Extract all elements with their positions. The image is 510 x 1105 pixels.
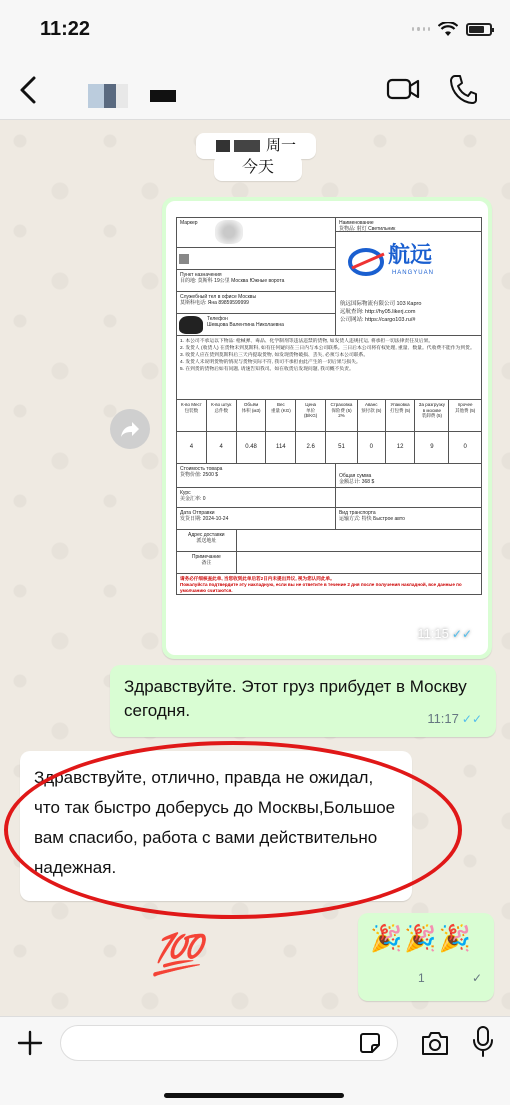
- image-message-bubble[interactable]: [162, 197, 492, 659]
- notice-line: 1. 本公司不承运以下物品: 枪械弹、毒品、化学制剂等违法违禁的货物, 如发货人违规托运, 将承担一切法律责任及后果。: [180, 339, 434, 344]
- fee-header-text: 装卸费 (5): [421, 413, 442, 419]
- outgoing-message-text: Здравствуйте. Этот груз прибудет в Москву сегодня.: [124, 677, 467, 720]
- image-message-time: [417, 626, 472, 641]
- battery-icon: [466, 23, 492, 36]
- fee-header-text: К-во штук: [211, 402, 232, 407]
- fee-header-cell: [177, 400, 207, 431]
- waybill-table: [176, 217, 482, 595]
- rate-value: 美金汇率: 0: [180, 496, 206, 503]
- home-indicator: [164, 1093, 344, 1098]
- redacted-block: [234, 140, 260, 152]
- back-arrow-icon[interactable]: [14, 72, 44, 108]
- address-value: 派送地址: [196, 538, 217, 545]
- fee-header-cell: [266, 400, 296, 431]
- fee-value-cell: 4: [207, 432, 237, 463]
- company-brand: 航远: [387, 243, 432, 268]
- camera-icon[interactable]: [420, 1029, 450, 1057]
- office-phone-value: 莫斯科电话: Яна 89859599999: [180, 300, 249, 307]
- signal-dots-icon: [412, 27, 430, 33]
- status-icons: [412, 22, 492, 37]
- outgoing-time-text: 11:17: [427, 711, 459, 726]
- footer-cn: 请务必仔细核查此单, 当您收到此单后若2日内未提出异议, 视为您认同此单。: [180, 576, 335, 581]
- incoming-message-bubble[interactable]: [20, 751, 412, 901]
- outgoing-message-time: [427, 707, 482, 731]
- date-weekday-text: 周一: [265, 137, 296, 154]
- fee-value-cell: 2.6: [296, 432, 326, 463]
- wifi-icon: [438, 22, 458, 37]
- sent-check-icon: ✓: [471, 971, 482, 985]
- fee-value-cell: 9: [415, 432, 449, 463]
- date-chip-today: 今天: [214, 155, 302, 181]
- read-ticks-icon: ✓✓: [451, 627, 472, 641]
- company-name: 航远国际物流有限公司 103 Карго: [339, 301, 422, 307]
- fee-header-text: Аванс: [364, 402, 378, 407]
- fee-header-cell: [415, 400, 449, 431]
- notice-line: 5. 在到货的货物后如有问题, 请速告知我司。如在收货后发现问题, 我司概不负责。: [180, 367, 354, 372]
- fee-header-cell: [358, 400, 386, 431]
- waybill-left-column: [177, 218, 336, 335]
- fee-value-cell: 4: [177, 432, 207, 463]
- redacted-blur: [179, 254, 189, 264]
- label-total: Общая сумма: [338, 473, 372, 479]
- label-phone: Телефон: [207, 316, 228, 322]
- company-site-2: 公司网站: https://cargo103.ru/#: [339, 317, 416, 323]
- fee-header-cell: [386, 400, 416, 431]
- date-value: 发货日期: 2024-10-24: [180, 516, 229, 523]
- fee-header-text: 打包费 (5): [389, 407, 411, 413]
- fee-header-text: Упаковка: [390, 402, 410, 407]
- waybill-document-image[interactable]: [166, 201, 488, 655]
- phone-call-icon[interactable]: [448, 72, 478, 106]
- microphone-icon[interactable]: [472, 1025, 494, 1059]
- fee-header-text: прочее: [457, 402, 473, 407]
- label-marker: Маркер: [180, 220, 198, 226]
- waybill-fee-values: [177, 432, 481, 464]
- read-ticks-icon: ✓✓: [461, 712, 482, 726]
- video-call-icon[interactable]: [386, 74, 420, 104]
- fee-value-cell: 51: [326, 432, 358, 463]
- fee-header-text: 重量 (KG): [270, 407, 291, 413]
- fee-header-text: Цена: [305, 402, 317, 407]
- fee-header-text: 包装数: [184, 407, 199, 413]
- fee-value-cell: 0.48: [237, 432, 267, 463]
- total-value: 金额总计: 368 $: [338, 479, 375, 486]
- waybill-fee-headers: [177, 400, 481, 432]
- fee-value-cell: 0: [463, 444, 467, 450]
- label-name: Наименование: [338, 220, 374, 226]
- image-time-text: 11:15: [417, 626, 449, 641]
- redacted-blur: [179, 316, 203, 334]
- fee-header-cell: [326, 400, 358, 431]
- fee-header-text: Вес: [276, 402, 285, 407]
- fee-value-cell: 114: [266, 432, 296, 463]
- fee-header-text: К-во Мест: [180, 402, 202, 407]
- notice-line: 3. 收货人应在货到莫斯科后三天内提取货物, 如发现货物破损、丢失, 必须与本公司联系。: [180, 353, 369, 358]
- notice-line: 4. 发货人未说明货物的情况与货物实际不符, 我司不承担由此产生的一切后果与损失。: [180, 360, 361, 365]
- forward-arrow-icon: [120, 420, 140, 438]
- fee-header-text: За разгрузку в москве: [418, 402, 445, 413]
- waybill-right-column: [336, 218, 481, 335]
- label-address: Адрес доставки: [188, 532, 225, 538]
- transport-value: 运输方式: 特快 Быстрое авто: [338, 516, 405, 523]
- fee-header-cell: [207, 400, 237, 431]
- fee-header-text: 保险费 (5) 2%: [331, 407, 352, 419]
- label-destination: Пункт назначения: [180, 272, 222, 278]
- message-input[interactable]: [60, 1025, 398, 1061]
- fee-header-cell: [449, 400, 481, 431]
- fee-header-text: Страховка: [330, 402, 353, 407]
- label-transport: Вид транспорта: [338, 510, 376, 516]
- sticker-icon[interactable]: [358, 1031, 382, 1055]
- fee-value-cell: 12: [386, 432, 416, 463]
- emoji-message-bubble[interactable]: [358, 913, 494, 1001]
- redacted-block: [216, 140, 230, 152]
- footer-ru: Пожалуйста подтвердите эту накладную, если вы не ответите в течение 2 дня после получения накладной, все данные по умолчанию считаются.: [180, 582, 462, 593]
- chat-header: [0, 60, 510, 120]
- fee-header-text: 其他费 (5): [455, 407, 476, 413]
- note-value: 备注: [201, 560, 212, 567]
- label-office-phone: Служебный тел в офисе Москвы: [180, 294, 257, 300]
- company-logo: [348, 240, 472, 292]
- redacted-blur: [215, 220, 243, 244]
- phone-value: Шевцова Валентина Николаевна: [207, 322, 284, 329]
- fee-header-text: 总件数: [214, 407, 228, 413]
- name-value: 货物品: 射灯 Светильник: [338, 226, 396, 233]
- fee-header-text: Объём: [243, 402, 259, 407]
- fee-header-cell: [237, 400, 267, 431]
- label-date: Дата Отправки: [180, 510, 215, 516]
- label-note: Примечание: [191, 554, 221, 560]
- contact-avatar[interactable]: [88, 84, 128, 108]
- fee-header-text: 单价 ($/KG): [304, 407, 318, 419]
- fee-value-cell: 0: [358, 432, 386, 463]
- chat-area[interactable]: [0, 121, 510, 1016]
- label-rate: Курс: [180, 490, 191, 496]
- incoming-message-text: Здравствуйте, отлично, правда не ожидал, что так быстро доберусь до Москвы,Большое вам спасибо, работа с вами действительно надежная.: [34, 768, 396, 877]
- message-input-bar: [0, 1016, 510, 1105]
- destination-value: 目的地: 莫斯科 19公里 Москва Южные ворота: [180, 278, 285, 285]
- company-logo-icon: [348, 244, 388, 280]
- status-bar: [0, 0, 510, 60]
- forward-button[interactable]: [110, 409, 150, 449]
- company-site-1: 远航查询: http://hy05.likerj.com: [339, 309, 416, 315]
- label-cost: Стоимость товара: [180, 466, 223, 472]
- sticker-status: 1: [418, 971, 425, 985]
- contact-name-redacted[interactable]: [150, 90, 176, 102]
- party-popper-emojis: 🎉🎉🎉: [370, 923, 474, 953]
- notice-line: 2. 发货人 (收货人) 在货物未到莫斯科, 如有任何疑问在三日内与本公司联系。三日后本公司将有权处理, 重量、数量。代收费不能作为到货。: [180, 346, 475, 351]
- company-brand-en: HANGYUAN: [391, 270, 434, 276]
- fee-header-text: 体积 (м3): [241, 407, 261, 413]
- outgoing-message-bubble[interactable]: [110, 665, 496, 737]
- hundred-points-emoji: 💯: [152, 932, 202, 978]
- fee-header-cell: [296, 400, 326, 431]
- status-time: 11:22: [40, 18, 91, 40]
- waybill-notice: [177, 336, 481, 400]
- fee-header-text: 预付款 (5): [361, 407, 382, 413]
- cost-value: 货物价值: 2500 $: [180, 472, 219, 479]
- plus-icon[interactable]: [16, 1029, 44, 1057]
